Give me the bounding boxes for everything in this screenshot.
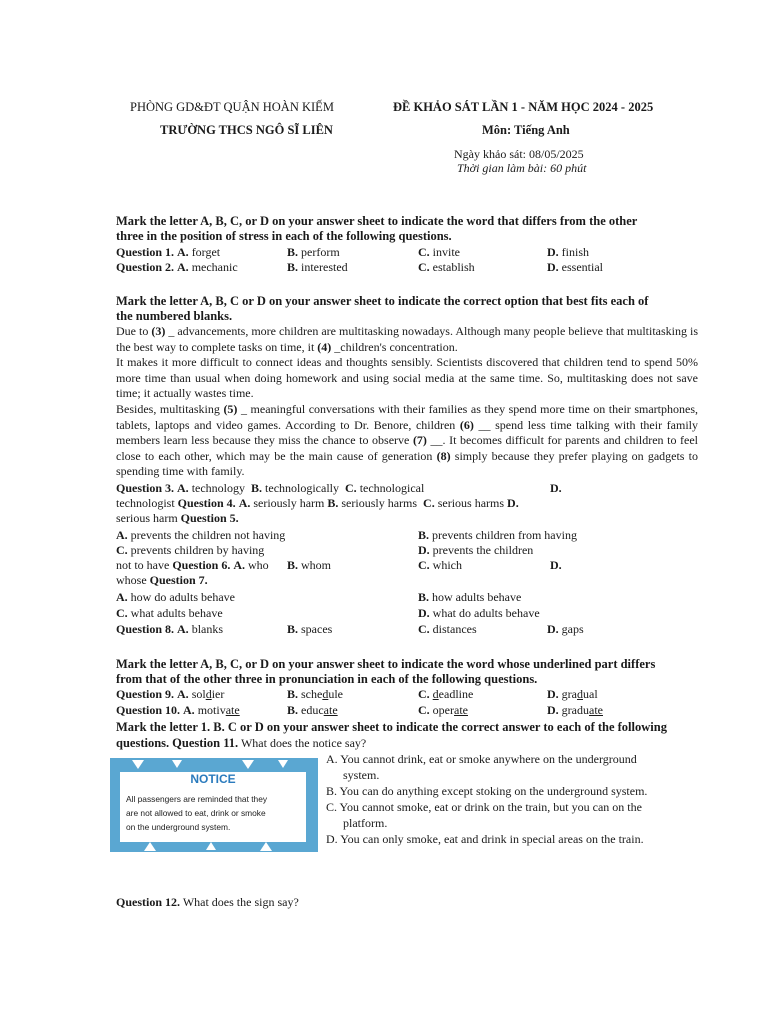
question-3-4-line: technologist Question 4. A. seriously harm B. seriously harms C. serious harms D.	[116, 496, 519, 510]
question-11: questions. Question 11. What does the notice say?	[116, 736, 367, 750]
question-4-5-line: serious harm Question 5.	[116, 511, 239, 525]
question-8: Question 8. A. blanks	[116, 622, 224, 636]
question-7-option-c: C. what adults behave	[116, 606, 223, 620]
department-name: PHÒNG GD&ĐT QUẬN HOÀN KIẾM	[130, 100, 334, 114]
question-11-option-c: C. You cannot smoke, eat or drink on the train, but you can on the	[326, 800, 642, 814]
option-a: forget	[191, 245, 221, 259]
section4-instruction-1: Mark the letter 1. B. C or D on your answer sheet to indicate the correct answer to each of the following	[116, 720, 667, 734]
question-8-option-b: B. spaces	[287, 622, 333, 636]
question-12: Question 12. What does the sign say?	[116, 895, 299, 909]
section1-instruction-1: Mark the letter A, B, C, or D on your answer sheet to indicate the word that differs from the other	[116, 214, 638, 228]
question-7-option-b: B. how adults behave	[418, 590, 522, 604]
question-5-option-d: D. prevents the children	[418, 543, 534, 557]
question-5-option-c: C. prevents children by having	[116, 543, 265, 557]
passage-paragraph-2: It makes it more difficult to connect ideas and thoughts sensibly. Scientists discovered that children tend to spend 50% more time than usual when doing homework and using social media at the same time. So, multitasking does not save time; it actually wastes time.	[116, 355, 698, 401]
section2-instruction-1: Mark the letter A, B, C or D on your answer sheet to indicate the correct option that best fits each of	[116, 294, 649, 308]
question-6-option-b: B. whom	[287, 558, 332, 572]
question-8-option-c: C. distances	[418, 622, 477, 636]
question-2-option-c: C. establish	[418, 260, 475, 274]
question-11-option-c-cont: platform.	[343, 816, 388, 830]
exam-duration: Thời gian làm bài: 60 phút	[457, 161, 587, 175]
question-11-option-b: B. You can do anything except stoking on the underground system.	[326, 784, 648, 798]
notice-text-line-1: All passengers are reminded that they	[126, 794, 268, 804]
question-9-option-b: B. schedule	[287, 687, 344, 701]
question-3: Question 3. A. technology B. technologically C. technological	[116, 481, 425, 495]
question-10: Question 10. A. motivate	[116, 703, 240, 717]
question-6: not to have Question 6. A. who	[116, 558, 269, 572]
question-10-option-b: B. educate	[287, 703, 338, 717]
notice-board	[120, 772, 306, 842]
question-5-option-a: A. prevents the children not having	[116, 528, 286, 542]
section2-instruction-2: the numbered blanks.	[116, 309, 233, 323]
question-9-option-d: D. gradual	[547, 687, 598, 701]
question-1-option-c: C. invite	[418, 245, 460, 259]
question-6-option-c: C. which	[418, 558, 462, 572]
question-5-option-b: B. prevents children from having	[418, 528, 577, 542]
question-3-option-d-letter: D.	[550, 481, 562, 495]
question-2: Question 2. A. mechanic	[116, 260, 238, 274]
option-letter: A.	[177, 245, 189, 259]
question-1-option-d: D. finish	[547, 245, 590, 259]
section3-instruction-2: from that of the other three in pronunciation in each of the following questions.	[116, 672, 538, 686]
question-2-option-d: D. essential	[547, 260, 603, 274]
question-6-7-line: whose Question 7.	[116, 573, 208, 587]
subject: Môn: Tiếng Anh	[482, 123, 570, 137]
question-10-option-d: D. graduate	[547, 703, 603, 717]
question-7-option-a: A. how do adults behave	[116, 590, 235, 604]
exam-date: Ngày khảo sát: 08/05/2025	[454, 147, 584, 161]
notice-text-line-2: are not allowed to eat, drink or smoke	[126, 808, 266, 818]
notice-image	[110, 758, 318, 852]
school-name: TRƯỜNG THCS NGÔ SĨ LIÊN	[160, 123, 333, 137]
question-label: Question 1.	[116, 245, 175, 259]
question-10-option-c: C. operate	[418, 703, 468, 717]
notice-text-line-3: on the underground system.	[126, 822, 231, 832]
question-1	[116, 245, 220, 260]
question-11-option-a: A. You cannot drink, eat or smoke anywhere on the underground	[326, 752, 637, 766]
question-6-option-d-letter: D.	[550, 558, 562, 572]
question-7-option-d: D. what do adults behave	[418, 606, 540, 620]
question-9: Question 9. A. soldier	[116, 687, 225, 701]
passage-paragraph-1: Due to (3) _ advancements, more children are multitasking nowadays. Although many people believe that multitasking is the best way to complete tasks on time, it (4) _children's concentration.	[116, 324, 698, 354]
notice-title: NOTICE	[190, 772, 236, 786]
section3-instruction-1: Mark the letter A, B, C, or D on your answer sheet to indicate the word whose underlined part differs	[116, 657, 656, 671]
passage-paragraph-3: Besides, multitasking (5) _ meaningful conversations with their families as they spend more time on their smartphones, tablets, laptops and video games. According to Dr. Benore, children (6) __ spend less time talking with their family members learn less because they miss the chance to observe (7) __. It becomes difficult for parents and children to feel close to each other, which may be the main cause of generation (8) simply because they prefer playing on gadgets to spending time with family.	[116, 402, 698, 479]
question-11-option-d: D. You can only smoke, eat and drink in special areas on the train.	[326, 832, 644, 846]
question-9-option-c: C. deadline	[418, 687, 474, 701]
question-1-option-b: B. perform	[287, 245, 340, 259]
exam-title: ĐỀ KHẢO SÁT LẦN 1 - NĂM HỌC 2024 - 2025	[393, 100, 654, 114]
question-8-option-d: D. gaps	[547, 622, 584, 636]
question-2-option-b: B. interested	[287, 260, 348, 274]
section1-instruction-2: three in the position of stress in each of the following questions.	[116, 229, 452, 243]
question-11-option-a-cont: system.	[343, 768, 380, 782]
